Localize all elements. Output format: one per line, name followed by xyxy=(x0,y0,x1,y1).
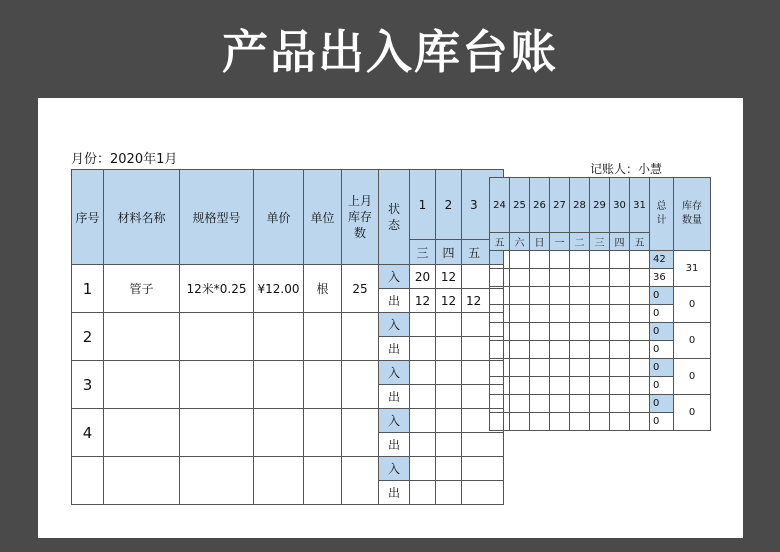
in-total: 0 xyxy=(650,395,674,413)
out-qty: 12 xyxy=(410,289,436,313)
day-cell xyxy=(550,395,570,413)
ledger-sheet xyxy=(38,98,743,538)
header-weekday: 三 xyxy=(590,233,610,251)
out-qty xyxy=(462,481,504,505)
day-cell xyxy=(550,359,570,377)
day-cell xyxy=(610,359,630,377)
row-price xyxy=(254,457,304,505)
day-cell xyxy=(630,359,650,377)
header-day: 25 xyxy=(510,178,530,233)
month-label: 月份：2020年1月 xyxy=(71,152,178,167)
day-cell xyxy=(630,287,650,305)
out-total: 0 xyxy=(650,377,674,395)
row-unit xyxy=(304,361,342,409)
day-cell xyxy=(530,359,550,377)
row-prev-stock xyxy=(342,361,379,409)
day-cell xyxy=(530,287,550,305)
in-qty: 12 xyxy=(436,265,462,289)
header-day: 28 xyxy=(570,178,590,233)
day-cell xyxy=(610,413,630,431)
table-row xyxy=(490,251,711,269)
header-weekday: 四 xyxy=(436,240,462,265)
header-day: 24 xyxy=(490,178,510,233)
day-cell xyxy=(610,305,630,323)
row-seq: 3 xyxy=(72,361,104,409)
row-seq: 2 xyxy=(72,313,104,361)
header-seq: 序号 xyxy=(72,170,104,265)
ledger-table xyxy=(71,169,504,505)
day-cell xyxy=(490,377,510,395)
header-weekday: 五 xyxy=(462,240,504,265)
out-qty: 12 xyxy=(436,289,462,313)
day-cell xyxy=(490,251,510,269)
day-cell xyxy=(630,323,650,341)
day-cell xyxy=(490,305,510,323)
row-unit xyxy=(304,457,342,505)
out-qty xyxy=(410,385,436,409)
header-weekday: 日 xyxy=(530,233,550,251)
status-out: 出 xyxy=(379,481,410,505)
day-cell xyxy=(550,341,570,359)
day-cell xyxy=(490,269,510,287)
day-cell xyxy=(550,377,570,395)
day-cell xyxy=(530,323,550,341)
in-total: 0 xyxy=(650,323,674,341)
header-day: 3 xyxy=(462,170,504,240)
day-cell xyxy=(510,377,530,395)
header-spec: 规格型号 xyxy=(180,170,254,265)
day-cell xyxy=(530,413,550,431)
header-day: 2 xyxy=(436,170,462,240)
right-ledger-panel xyxy=(489,177,711,463)
row-price xyxy=(254,409,304,457)
table-row xyxy=(490,395,711,413)
header-day: 1 xyxy=(410,170,436,240)
header-unit: 单位 xyxy=(304,170,342,265)
row-spec xyxy=(180,313,254,361)
day-cell xyxy=(590,377,610,395)
header-total: 总计 xyxy=(650,178,674,251)
day-cell xyxy=(570,323,590,341)
row-unit: 根 xyxy=(304,265,342,313)
header-weekday: 五 xyxy=(490,233,510,251)
day-cell xyxy=(610,341,630,359)
day-cell xyxy=(630,395,650,413)
out-qty xyxy=(436,433,462,457)
day-cell xyxy=(570,251,590,269)
page-title: 产品出入库台账 xyxy=(222,25,558,79)
in-qty xyxy=(436,457,462,481)
row-prev-stock xyxy=(342,409,379,457)
status-out: 出 xyxy=(379,433,410,457)
day-cell xyxy=(590,287,610,305)
status-in: 入 xyxy=(379,457,410,481)
row-name xyxy=(104,361,180,409)
day-cell xyxy=(490,395,510,413)
day-cell xyxy=(610,251,630,269)
row-seq xyxy=(72,457,104,505)
day-cell xyxy=(490,359,510,377)
out-qty xyxy=(436,337,462,361)
table-row xyxy=(72,361,504,385)
day-cell xyxy=(610,377,630,395)
row-spec xyxy=(180,457,254,505)
header-status: 状态 xyxy=(379,170,410,265)
day-cell xyxy=(510,251,530,269)
day-cell xyxy=(590,341,610,359)
day-cell xyxy=(490,413,510,431)
in-qty: 20 xyxy=(410,265,436,289)
table-row xyxy=(72,457,504,481)
day-cell xyxy=(510,341,530,359)
day-cell xyxy=(630,341,650,359)
in-qty xyxy=(410,313,436,337)
stock-qty: 0 xyxy=(674,323,711,359)
row-price: ¥12.00 xyxy=(254,265,304,313)
day-cell xyxy=(610,269,630,287)
header-day: 29 xyxy=(590,178,610,233)
in-qty xyxy=(436,409,462,433)
stock-qty: 0 xyxy=(674,287,711,323)
row-name: 管子 xyxy=(104,265,180,313)
out-qty xyxy=(410,337,436,361)
day-cell xyxy=(570,341,590,359)
day-cell xyxy=(550,323,570,341)
out-total: 36 xyxy=(650,269,674,287)
day-cell xyxy=(570,359,590,377)
out-total: 0 xyxy=(650,305,674,323)
day-cell xyxy=(490,287,510,305)
status-out: 出 xyxy=(379,337,410,361)
day-cell xyxy=(570,287,590,305)
left-ledger-panel xyxy=(71,169,482,500)
in-qty xyxy=(436,361,462,385)
in-total: 0 xyxy=(650,359,674,377)
row-prev-stock xyxy=(342,457,379,505)
header-day: 26 xyxy=(530,178,550,233)
row-unit xyxy=(304,313,342,361)
status-in: 入 xyxy=(379,409,410,433)
day-cell xyxy=(490,323,510,341)
out-qty xyxy=(436,385,462,409)
table-row xyxy=(490,359,711,377)
header-prev-stock: 上月库存数 xyxy=(342,170,379,265)
in-total: 42 xyxy=(650,251,674,269)
day-cell xyxy=(570,269,590,287)
out-qty xyxy=(410,481,436,505)
row-unit xyxy=(304,409,342,457)
table-row xyxy=(72,409,504,433)
day-cell xyxy=(510,287,530,305)
title-banner xyxy=(0,0,780,98)
day-cell xyxy=(630,413,650,431)
row-spec: 12米*0.25 xyxy=(180,265,254,313)
day-cell xyxy=(590,395,610,413)
day-cell xyxy=(510,413,530,431)
header-price: 单价 xyxy=(254,170,304,265)
day-cell xyxy=(550,413,570,431)
day-cell xyxy=(490,341,510,359)
row-seq: 1 xyxy=(72,265,104,313)
in-qty xyxy=(436,313,462,337)
day-cell xyxy=(550,251,570,269)
header-name: 材料名称 xyxy=(104,170,180,265)
day-cell xyxy=(610,323,630,341)
day-cell xyxy=(550,269,570,287)
row-price xyxy=(254,313,304,361)
day-cell xyxy=(590,269,610,287)
out-qty xyxy=(436,481,462,505)
header-weekday: 三 xyxy=(410,240,436,265)
day-cell xyxy=(510,359,530,377)
stock-qty: 0 xyxy=(674,395,711,431)
table-row xyxy=(490,323,711,341)
in-qty xyxy=(410,361,436,385)
bookkeeper-label: 记账人：小慧 xyxy=(590,162,663,176)
header-weekday: 一 xyxy=(550,233,570,251)
day-cell xyxy=(590,251,610,269)
day-cell xyxy=(570,377,590,395)
day-cell xyxy=(550,287,570,305)
header-day: 30 xyxy=(610,178,630,233)
table-row xyxy=(490,287,711,305)
day-cell xyxy=(590,413,610,431)
status-out: 出 xyxy=(379,289,410,313)
in-total: 0 xyxy=(650,287,674,305)
day-cell xyxy=(610,287,630,305)
row-name xyxy=(104,409,180,457)
row-spec xyxy=(180,409,254,457)
status-out: 出 xyxy=(379,385,410,409)
header-weekday: 二 xyxy=(570,233,590,251)
stock-qty: 31 xyxy=(674,251,711,287)
table-row xyxy=(72,265,504,289)
summary-table xyxy=(489,177,711,431)
out-total: 0 xyxy=(650,413,674,431)
out-total: 0 xyxy=(650,341,674,359)
row-name xyxy=(104,313,180,361)
day-cell xyxy=(570,413,590,431)
header-weekday: 六 xyxy=(510,233,530,251)
header-stock: 库存数量 xyxy=(674,178,711,251)
status-in: 入 xyxy=(379,361,410,385)
day-cell xyxy=(610,395,630,413)
row-prev-stock xyxy=(342,313,379,361)
day-cell xyxy=(570,395,590,413)
day-cell xyxy=(530,395,550,413)
out-qty xyxy=(410,433,436,457)
row-name xyxy=(104,457,180,505)
day-cell xyxy=(550,305,570,323)
day-cell xyxy=(530,341,550,359)
day-cell xyxy=(570,305,590,323)
day-cell xyxy=(530,269,550,287)
day-cell xyxy=(510,323,530,341)
day-cell xyxy=(510,305,530,323)
day-cell xyxy=(590,359,610,377)
row-prev-stock: 25 xyxy=(342,265,379,313)
status-in: 入 xyxy=(379,265,410,289)
day-cell xyxy=(530,377,550,395)
day-cell xyxy=(510,395,530,413)
day-cell xyxy=(630,251,650,269)
table-row xyxy=(72,313,504,337)
status-in: 入 xyxy=(379,313,410,337)
day-cell xyxy=(590,305,610,323)
out-qty: 12 xyxy=(462,289,504,313)
day-cell xyxy=(590,323,610,341)
header-day: 31 xyxy=(630,178,650,233)
header-weekday: 四 xyxy=(610,233,630,251)
row-price xyxy=(254,361,304,409)
row-spec xyxy=(180,361,254,409)
row-seq: 4 xyxy=(72,409,104,457)
day-cell xyxy=(530,305,550,323)
header-weekday: 五 xyxy=(630,233,650,251)
stock-qty: 0 xyxy=(674,359,711,395)
day-cell xyxy=(510,269,530,287)
day-cell xyxy=(630,269,650,287)
header-day: 27 xyxy=(550,178,570,233)
day-cell xyxy=(530,251,550,269)
day-cell xyxy=(630,377,650,395)
in-qty xyxy=(410,457,436,481)
in-qty xyxy=(410,409,436,433)
day-cell xyxy=(630,305,650,323)
